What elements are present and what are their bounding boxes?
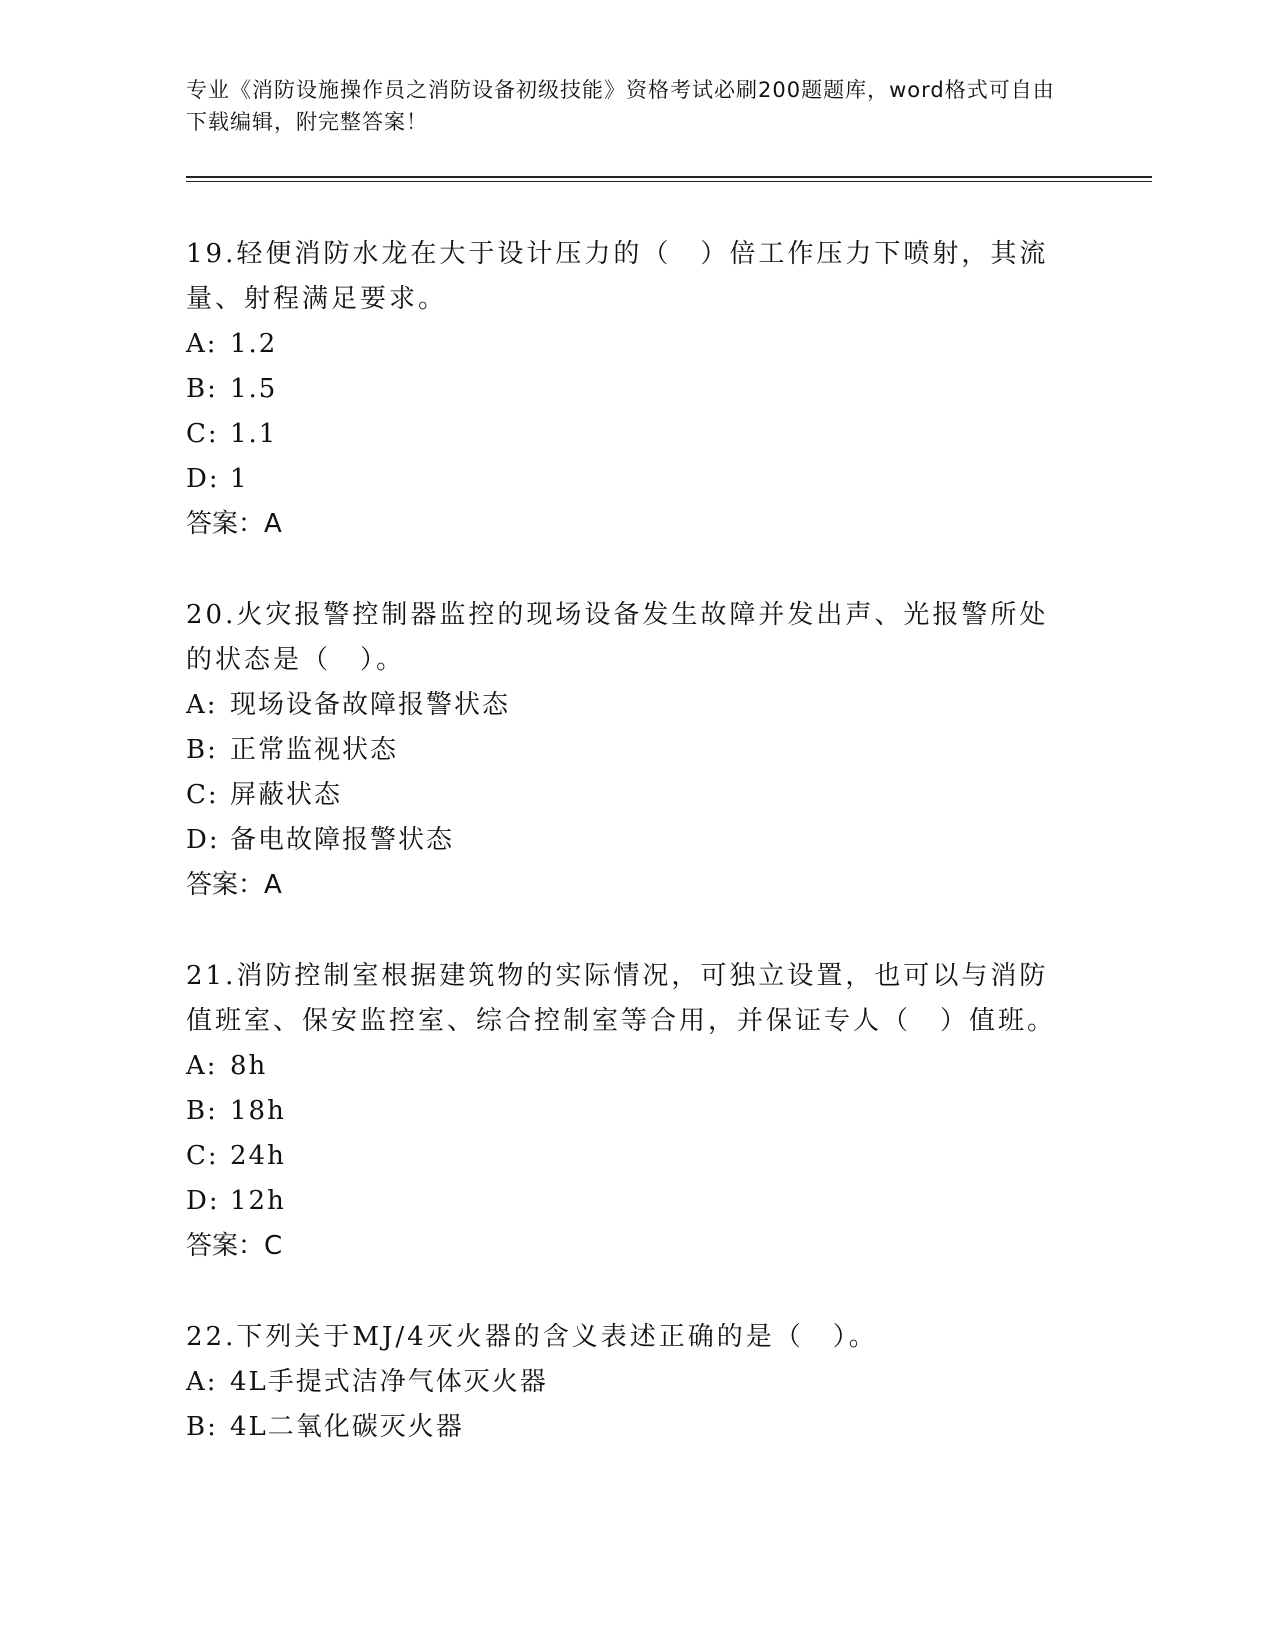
question-21 — [186, 954, 1066, 1269]
question-stem: 20.火灾报警控制器监控的现场设备发生故障并发出声、光报警所处的状态是（ ）。 — [186, 600, 1049, 675]
option-c — [186, 412, 1066, 457]
option-a — [186, 1360, 1066, 1405]
option-letter: B: — [186, 1412, 218, 1442]
option-b — [186, 1405, 1066, 1450]
option-letter: C: — [186, 1141, 219, 1171]
option-b — [186, 728, 1066, 773]
option-text: 1.2 — [230, 329, 278, 359]
option-letter: A: — [186, 690, 218, 720]
option-b — [186, 1089, 1066, 1134]
option-text: 24h — [230, 1141, 286, 1171]
option-d — [186, 818, 1066, 863]
question-list — [186, 232, 1066, 1496]
option-a — [186, 1044, 1066, 1089]
answer-line: 答案：A — [186, 509, 282, 539]
option-a — [186, 322, 1066, 367]
option-text: 4L手提式洁净气体灭火器 — [230, 1367, 548, 1397]
option-letter: A: — [186, 329, 218, 359]
header-rule-thin — [186, 181, 1152, 182]
option-text: 现场设备故障报警状态 — [230, 690, 511, 720]
option-letter: B: — [186, 374, 218, 404]
option-d — [186, 457, 1066, 502]
answer-line: 答案：A — [186, 870, 282, 900]
option-text: 正常监视状态 — [230, 735, 399, 765]
option-letter: C: — [186, 419, 219, 449]
option-text: 18h — [230, 1096, 286, 1126]
option-text: 4L二氧化碳灭火器 — [230, 1412, 464, 1442]
option-letter: D: — [186, 825, 220, 855]
option-c — [186, 1134, 1066, 1179]
question-stem: 19.轻便消防水龙在大于设计压力的（ ）倍工作压力下喷射，其流量、射程满足要求。 — [186, 239, 1049, 314]
option-a — [186, 683, 1066, 728]
question-19 — [186, 232, 1066, 547]
option-d — [186, 1179, 1066, 1224]
option-text: 屏蔽状态 — [230, 780, 343, 810]
option-b — [186, 367, 1066, 412]
option-text: 1.1 — [230, 419, 278, 449]
option-letter: C: — [186, 780, 219, 810]
option-text: 1.5 — [230, 374, 278, 404]
header-rule-thick — [186, 176, 1152, 178]
option-letter: D: — [186, 1186, 220, 1216]
option-text: 备电故障报警状态 — [230, 825, 455, 855]
question-stem: 22.下列关于MJ/4灭火器的含义表述正确的是（ ）。 — [186, 1322, 878, 1352]
option-text: 8h — [230, 1051, 268, 1081]
question-20 — [186, 593, 1066, 908]
option-letter: D: — [186, 464, 220, 494]
option-letter: B: — [186, 735, 218, 765]
option-letter: A: — [186, 1051, 218, 1081]
answer-line: 答案：C — [186, 1231, 283, 1261]
option-c — [186, 773, 1066, 818]
option-text: 12h — [230, 1186, 286, 1216]
option-letter: B: — [186, 1096, 218, 1126]
option-text: 1 — [230, 464, 249, 494]
question-22 — [186, 1315, 1066, 1450]
option-letter: A: — [186, 1367, 218, 1397]
document-header: 专业《消防设施操作员之消防设备初级技能》资格考试必刷200题题库，word格式可自由下载编辑，附完整答案！ — [186, 78, 1055, 134]
question-stem: 21.消防控制室根据建筑物的实际情况，可独立设置，也可以与消防值班室、保安监控室、综合控制室等合用，并保证专人（ ）值班。 — [186, 961, 1057, 1036]
